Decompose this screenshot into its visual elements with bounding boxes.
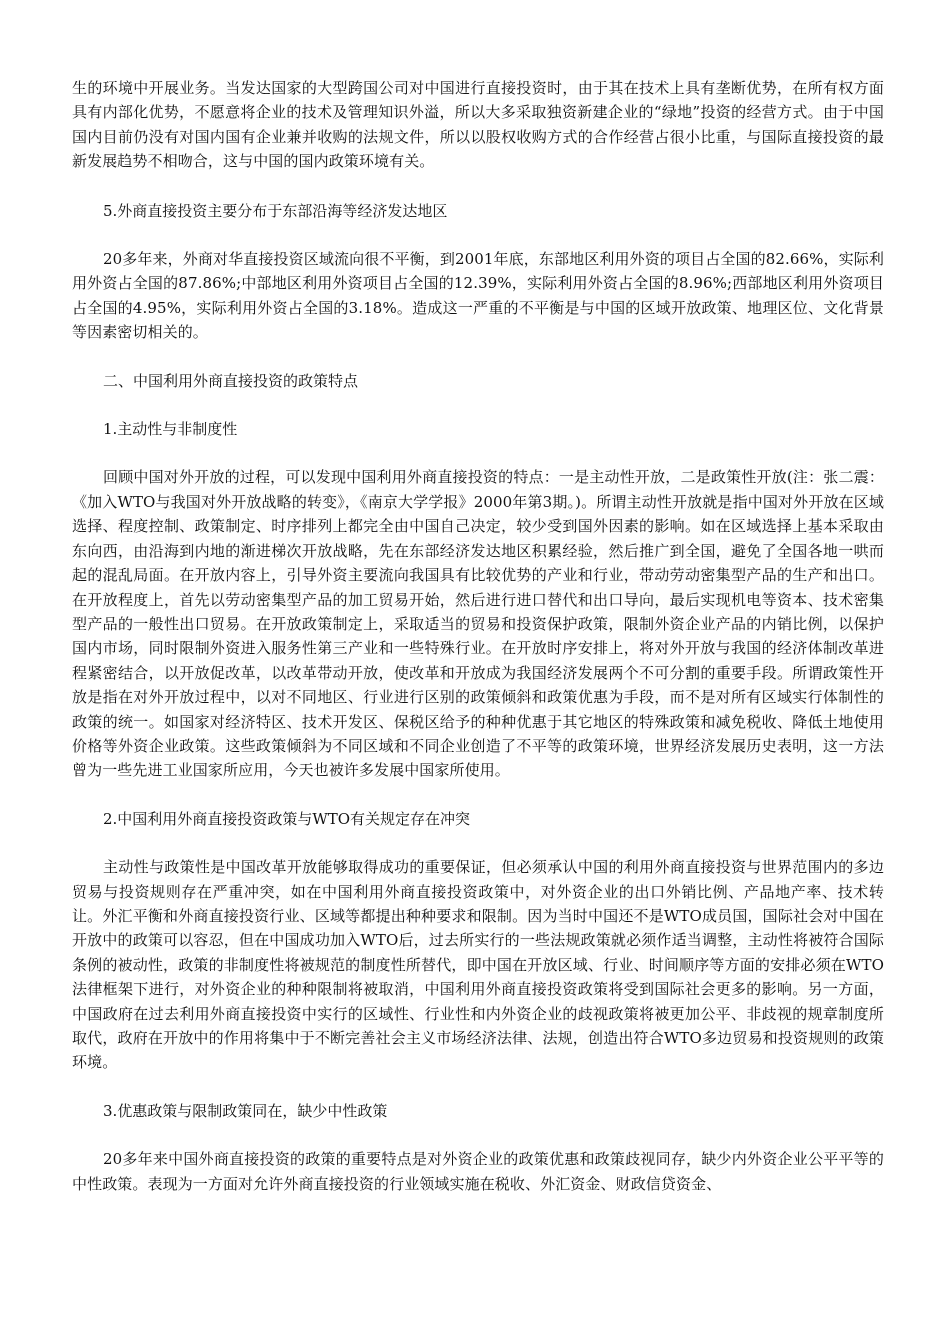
paragraph-wto-conflict: 主动性与政策性是中国改革开放能够取得成功的重要保证，但必须承认中国的利用外商直接投资与世界范围内的多边贸易与投资规则存在严重冲突，如在中国利用外商直接投资政策中，对外资企业的出口外销比例、产品地产率、技术转让。外汇平衡和外商直接投资行业、区域等都提出种种要求和限制。因为当时中国还不是WTO成员国，国际社会对中国在开放中的政策可以容忍，但在中国成功加入WTO后，过去所实行的一些法规政策就必须作适当调整，主动性将被符合国际条例的被动性，政策的非制度性将被规范的制度性所替代，即中国在开放区域、行业、时间顺序等方面的安排必须在WTO法律框架下进行，对外资企业的种种限制将被取消，中国利用外商直接投资政策将受到国际社会更多的影响。另一方面，中国政府在过去利用外商直接投资中实行的区域性、行业性和内外资企业的歧视政策将被更加公平、非歧视的规章制度所取代，政府在开放中的作用将集中于不断完善社会主义市场经济法律、法规，创造出符合WTO多边贸易和投资规则的政策环境。	[72, 858, 884, 1072]
heading-part-2: 二、中国利用外商直接投资的政策特点	[103, 371, 359, 390]
document-page	[72, 76, 884, 1196]
heading-subsection-3: 3.优惠政策与限制政策同在，缺少中性政策	[103, 1101, 388, 1120]
heading-subsection-2: 2.中国利用外商直接投资政策与WTO有关规定存在冲突	[103, 809, 471, 828]
paragraph-intro: 生的环境中开展业务。当发达国家的大型跨国公司对中国进行直接投资时，由于其在技术上具有垄断优势，在所有权方面具有内部化优势，不愿意将企业的技术及管理知识外溢，所以大多采取独资新建企业的“绿地”投资的经营方式。由于中国国内目前仍没有对国内国有企业兼并收购的法规文件，所以以股权收购方式的合作经营占很小比重，与国际直接投资的最新发展趋势不相吻合，这与中国的国内政策环境有关。	[72, 79, 884, 171]
paragraph-regional-distribution: 20多年来，外商对华直接投资区域流向很不平衡，到2001年底，东部地区利用外资的项目占全国的82.66%，实际利用外资占全国的87.86%;中部地区利用外资项目占全国的12.39%，实际利用外资占全国的8.96%;西部地区利用外资项目占全国的4.95%，实际利用外资占全国的3.18%。造成这一严重的不平衡是与中国的区域开放政策、地理区位、文化背景等因素密切相关的。	[72, 250, 884, 342]
heading-section-5: 5.外商直接投资主要分布于东部沿海等经济发达地区	[103, 201, 448, 220]
heading-subsection-1: 1.主动性与非制度性	[103, 420, 238, 439]
paragraph-preferential-policy: 20多年来中国外商直接投资的政策的重要特点是对外资企业的政策优惠和政策歧视同存，缺少内外资企业公平平等的中性政策。表现为一方面对允许外商直接投资的行业领域实施在税收、外汇资金、财政信贷资金、	[72, 1150, 884, 1193]
paragraph-proactive-openness: 回顾中国对外开放的过程，可以发现中国利用外商直接投资的特点：一是主动性开放，二是政策性开放(注：张二震：《加入WTO与我国对外开放战略的转变》，《南京大学学报》2000年第3期。)。所谓主动性开放就是指中国对外开放在区域选择、程度控制、政策制定、时序排列上都完全由中国自己决定，较少受到国外因素的影响。如在区域选择上基本采取由东向西，由沿海到内地的渐进梯次开放战略，先在东部经济发达地区积累经验，然后推广到全国，避免了全国各地一哄而起的混乱局面。在开放内容上，引导外资主要流向我国具有比较优势的产业和行业，带动劳动密集型产品的生产和出口。在开放程度上，首先以劳动密集型产品的加工贸易开始，然后进行进口替代和出口导向，最后实现机电等资本、技术密集型产品的一般性出口贸易。在开放政策制定上，采取适当的贸易和投资保护政策，限制外资企业产品的内销比例，以保护国内市场，同时限制外资进入服务性第三产业和一些特殊行业。在开放时序安排上，将对外开放与我国的经济体制改革进程紧密结合，以开放促改革，以改革带动开放，使改革和开放成为我国经济发展两个不可分割的重要手段。所谓政策性开放是指在对外开放过程中，以对不同地区、行业进行区别的政策倾斜和政策优惠为手段，而不是对所有区域实行体制性的政策的统一。如国家对经济特区、技术开发区、保税区给予的种种优惠于其它地区的特殊政策和减免税收、降低土地使用价格等外资企业政策。这些政策倾斜为不同区域和不同企业创造了不平等的政策环境，世界经济发展历史表明，这一方法曾为一些先进工业国家所应用，今天也被许多发展中国家所使用。	[72, 468, 884, 780]
